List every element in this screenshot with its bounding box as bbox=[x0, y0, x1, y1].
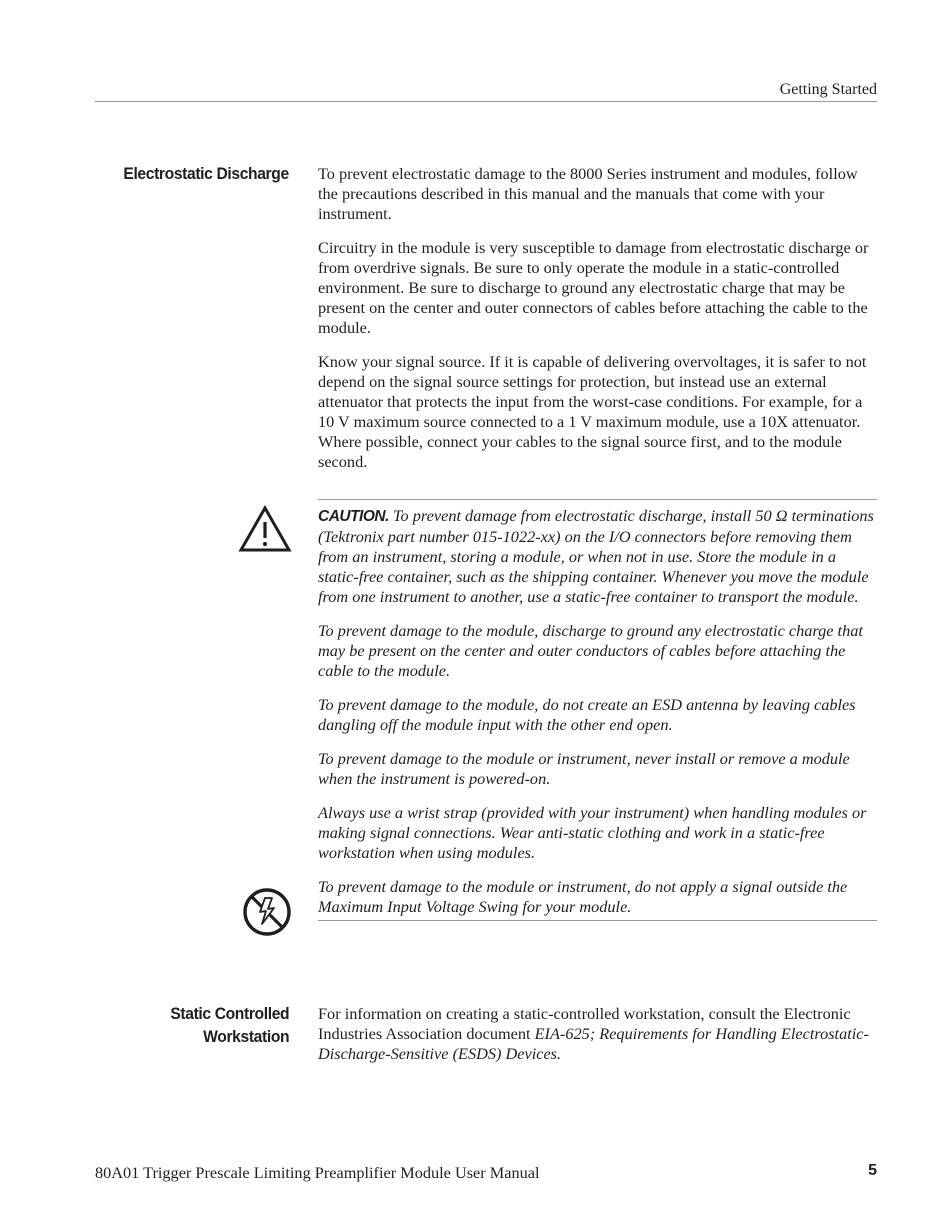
footer-manual-title: 80A01 Trigger Prescale Limiting Preamplifier Module User Manual bbox=[95, 1163, 540, 1182]
caution-block bbox=[318, 499, 877, 921]
caution-paragraph: Always use a wrist strap (provided with your instrument) when handling modules or making signal connections. Wear anti-static clothing and work in a static-free workstation when using modules. bbox=[318, 803, 867, 862]
paragraph: Know your signal source. If it is capable of delivering overvoltages, it is safer to not depend on the signal source settings for protection, but instead use an external attenuator that protects the input from the worst-case conditions. For example, for a 10 V maximum source connected to a 1 V maximum module, use a 10X attenuator. Where possible, connect your cables to the signal source first, and to the module second. bbox=[318, 352, 867, 471]
electrostatic-discharge-heading: Electrostatic Discharge bbox=[123, 164, 289, 183]
paragraph bbox=[318, 1004, 878, 1064]
page-number: 5 bbox=[868, 1162, 877, 1179]
caution-paragraph: To prevent damage to the module, do not create an ESD antenna by leaving cables dangling off the module input with the other end open. bbox=[318, 695, 856, 734]
warning-triangle-icon bbox=[238, 505, 292, 553]
paragraph: To prevent electrostatic damage to the 8000 Series instrument and modules, follow the precautions described in this manual and the manuals that come with your instrument. bbox=[318, 164, 858, 223]
caution-paragraph bbox=[318, 506, 877, 607]
paragraph: Circuitry in the module is very susceptible to damage from electrostatic discharge or from overdrive signals. Be sure to only operate the module in a static-controlled environment. Be sure to discharge to ground any electrostatic charge that may be present on the center and outer connectors of cables before attaching the cable to the module. bbox=[318, 238, 869, 337]
header-rule bbox=[95, 101, 877, 102]
caution-text: To prevent damage from electrostatic discharge, install 50 Ω terminations (Tektronix part number 015-1022-xx) on the I/O connectors before removing them from an instrument, storing a module, or when not in use. Store the module in a static-free container, such as the shipping container. Whenever you move the module from one instrument to another, use a static-free container to transport the module. bbox=[318, 506, 874, 606]
heading-line: Static Controlled bbox=[170, 1004, 289, 1023]
caution-paragraph: To prevent damage to the module or instrument, never install or remove a module when the instrument is powered-on. bbox=[318, 749, 850, 788]
caution-label: CAUTION. bbox=[318, 508, 389, 525]
no-static-discharge-icon bbox=[241, 886, 293, 938]
caution-paragraph: To prevent damage to the module or instrument, do not apply a signal outside the Maximum Input Voltage Swing for your module. bbox=[318, 877, 848, 916]
heading-line: Workstation bbox=[202, 1027, 289, 1046]
workstation-document-title: EIA-625; Requirements for Handling Electrostatic-Discharge-Sensitive (ESDS) Devices. bbox=[318, 1024, 869, 1063]
electrostatic-discharge-body bbox=[318, 164, 878, 486]
static-controlled-workstation-heading bbox=[170, 1002, 289, 1048]
running-header: Getting Started bbox=[779, 81, 877, 98]
static-controlled-workstation-body bbox=[318, 1004, 878, 1078]
caution-paragraph: To prevent damage to the module, discharge to ground any electrostatic charge that may be present on the center and outer conductors of cables before attaching the cable to the module. bbox=[318, 621, 863, 680]
workstation-text: For information on creating a static-controlled workstation, consult the Electronic Industries Association document bbox=[318, 1004, 851, 1043]
